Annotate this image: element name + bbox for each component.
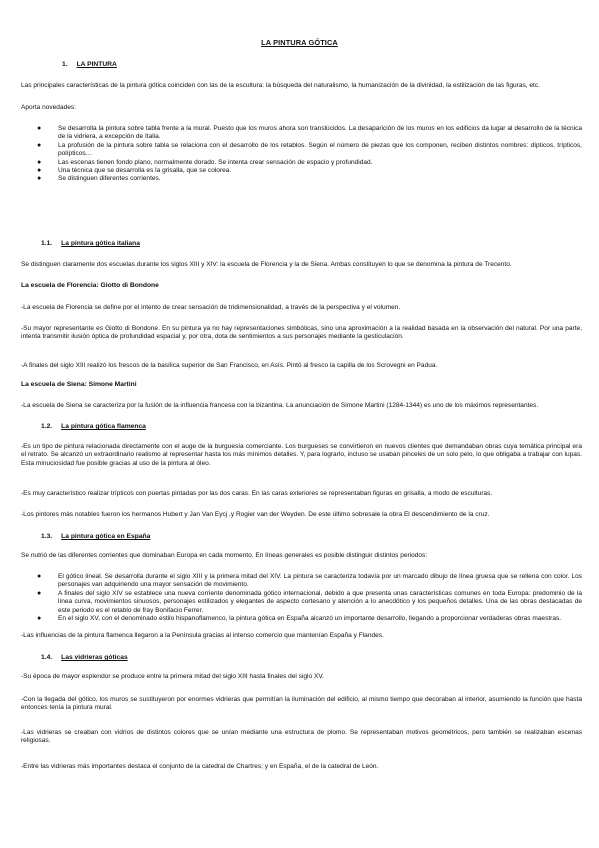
siena-paragraph-1: -La escuela de Siena se caracteriza por la fusión de la influencia francesa con la bizantina. La anunciación de Simone Martini (1284-1344) es uno de los máximos representantes. (21, 402, 539, 409)
section-title: Las vidrieras góticas (61, 654, 128, 661)
flamenca-paragraph-3: -Los pintores más notables fueron los hermanos Hubert y Jan Van Eycj ,y Rogier van der Weyden. De este último sobresale la obra El descendimiento de la cruz. (21, 511, 490, 518)
florencia-paragraph-2: -Su mayor representante es Giotto di Bondone. En su pintura ya no hay representaciones simbólicas, sino una aproximación a la realidad basada en la observación del natural. Por una parte, intenta transmitir ilusión óptica de profundidad espacial y, por otra, dota de sentimientos a sus personajes mediante la gesticulación. (21, 325, 582, 341)
section-1-aporta: Aporta novedades: (21, 104, 76, 111)
vidrieras-paragraph-4: -Entre las vidrieras más importantes destaca el conjunto de la catedral de Chartres; y en España, el de la catedral de León. (21, 763, 379, 770)
siena-subheading: La escuela de Siena: Simone Martini (21, 381, 137, 388)
bullet-icon: ● (37, 175, 42, 183)
bullet-icon: ● (37, 167, 42, 175)
section-number: 1.2. (41, 423, 53, 430)
list-item: ● Se desarrolla la pintura sobre tabla frente a la mural. Puesto que los muros ahora son translúcidos. La desaparición de los muros en los edificios da lugar al desarrollo de la técnica de la vidriera, a excepción de Italia. (37, 125, 582, 141)
bullet-icon: ● (37, 141, 42, 149)
document-title: LA PINTURA GÓTICA (261, 38, 338, 47)
section-number: 1.3. (41, 533, 53, 540)
vidrieras-paragraph-2: -Con la llegada del gótico, los muros se sustituyeron por enormes vidrieras que permitían la iluminación del edificio, al mismo tiempo que decoraban al interior, asumiendo la función que hasta entonces tenía la pintura mural. (21, 696, 582, 712)
bullet-icon: ● (37, 125, 42, 132)
florencia-subheading: La escuela de Florencia: Giotto di Bondone (21, 282, 159, 289)
bullet-icon: ● (37, 589, 42, 597)
bullet-icon: ● (37, 573, 42, 580)
espana-paragraph-after: -Las influencias de la pintura flamenca llegaron a la Península gracias al intenso comercio que mantenían España y Flandes. (21, 632, 384, 639)
section-number: 1.4. (41, 654, 53, 661)
section-title: La pintura gótica flamenca (61, 423, 146, 430)
section-1-intro: Las principales características de la pintura gótica coinciden con las de la escultura: la búsqueda del naturalismo, la humanización de la divinidad, la estilización de las figuras, etc. (21, 82, 540, 89)
section-1-1-intro: Se distinguen claramente dos escuelas durante los siglos XIII y XIV: la escuela de Florencia y la de Siena. Ambas constituyen lo que se denomina la pintura de Trecento. (21, 261, 512, 268)
section-title: La pintura gótica en España (61, 533, 151, 540)
bullet-icon: ● (37, 615, 42, 623)
vidrieras-paragraph-1: -Su época de mayor esplendor se produce entre la primera mitad del siglo XIII hasta finales del siglo XV. (21, 673, 324, 680)
section-1-bullet-list (21, 125, 582, 184)
section-1-2-heading (41, 423, 146, 431)
list-item: ● El gótico lineal. Se desarrolla durante el siglo XIII y la primera mitad del XIV. La pintura se caracteriza todavía por un marcado dibujo de línea gruesa que se rellena con color. Los personajes van adquiriendo una mayor sensación de movimiento. (37, 573, 582, 589)
florencia-paragraph-3: -A finales del siglo XIII realizó los frescos de la basílica superior de San Francisco, en Asís. Pintó al fresco la capilla de los Scrovegni en Padua. (21, 362, 438, 369)
list-item: ● A finales del siglo XIV se establece una nueva corriente denominada gótico internacional, debido a que presenta unas características comunes en toda Europa: predominio de la línea curva, movimientos sinuosos, personajes estilizados y elegantes de aspecto cortesano y atención a lo anecdótico y los pequeños detalles. Una de las obras destacadas de este periodo es el retablo de fray Bonifacio Ferrer. (37, 589, 582, 614)
section-1-3-bullet-list (21, 573, 582, 623)
list-item: ● En el siglo XV, con el denominado estilo hispanoflamenco, la pintura gótica en España alcanzó un importante desarrollo, llegando a proporcionar verdaderas obras maestras. (37, 615, 562, 623)
section-number: 1. (62, 61, 68, 68)
section-1-3-heading (41, 533, 150, 541)
list-item: ● Una técnica que se desarrolla es la grisalla, que se colorea. (37, 167, 232, 175)
list-item: ● Las escenas tienen fondo plano, normalmente dorado. Se intenta crear sensación de espacio y profundidad. (37, 158, 373, 166)
list-item: ● Se distinguen diferentes corrientes. (37, 175, 161, 183)
flamenca-paragraph-2: -Es muy característico realizar trípticos con puertas pintadas por las dos caras. En las caras exteriores se representaban figuras en grisalla, a modo de esculturas. (21, 490, 493, 497)
section-number: 1.1. (41, 240, 53, 247)
section-title: La pintura gótica italiana (61, 240, 140, 247)
section-1-4-heading (41, 654, 128, 662)
list-item: ● La profusión de la pintura sobre tabla se relaciona con el desarrollo de los retablos. Según el número de piezas que los componen, reciben distintos nombres: dípticos, trípticos, polípticos… (37, 141, 582, 158)
flamenca-paragraph-1: -Es un tipo de pintura relacionada directamente con el auge de la burguesía comerciante. Los burgueses se convirtieron en nuevos clientes que demandaban obras cuya temática principal era el retrato. Se alcanzó un extraordinario realismo al representar hasta los más mínimos detalles. Y, para lograrlo, incluso se usaban pinceles de un solo pelo, lo que obligaba a trabajar con lupas. Esta minuciosidad fue posible gracias al uso de la pintura al óleo. (21, 443, 582, 467)
section-title: LA PINTURA (76, 61, 117, 68)
section-1-heading (62, 61, 117, 69)
section-1-1-heading (41, 240, 140, 248)
florencia-paragraph-1: -La escuela de Florencia se define por el intento de crear sensación de tridimensionalidad, a través de la perspectiva y el volumen. (21, 304, 401, 311)
vidrieras-paragraph-3: -Las vidrieras se creaban con vidrios de distintos colores que se unían mediante una estructura de plomo. Se representaban motivos geométricos, pero también se realizaban escenas religiosas. (21, 729, 582, 745)
bullet-icon: ● (37, 158, 42, 166)
espana-intro: Se nutrió de las diferentes corrientes que dominaban Europa en cada momento. En líneas generales es posible distinguir distintos periodos: (21, 552, 428, 559)
